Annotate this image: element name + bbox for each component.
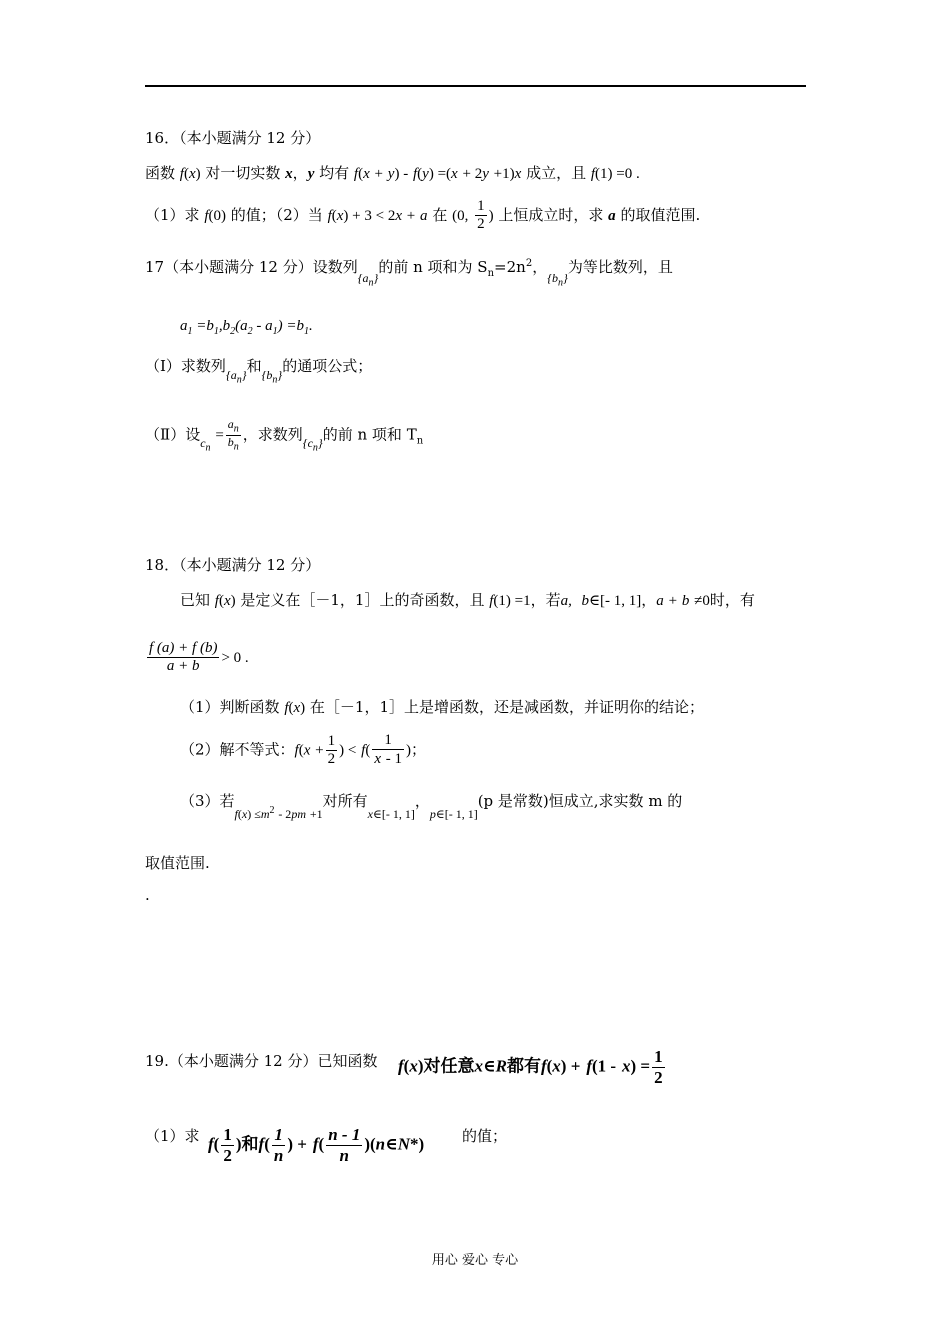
q17-title: 17（本小题满分 12 分）设数列$_{\{a_n\}}$的前 n 项和为 $S_n=2n^2$，$_{\{b_n\}}$为等比数列，且 <box>145 258 673 289</box>
page-footer: 用心 爱心 专心 <box>431 1253 519 1268</box>
q19-half-fraction: $\frac{1}{2}$ <box>654 1047 663 1087</box>
q19-condition: f(x)对任意x∈R都有f(x) + f(1 - x) = $\frac{1}{2}$ <box>398 1047 663 1087</box>
q17-condition: $a_1 =b_1,b_2(a_2 - a_1) =b_1$. <box>180 318 313 337</box>
q17-cn-fraction: $\frac{a_n}{b_n}$ <box>227 417 239 453</box>
q18-part2: （2）解不等式：f(x + $\frac{1}{2}$ ) < f( $\frac{1}{x - 1}$ )； <box>180 732 427 768</box>
q18-part3: （3）若$_{f(x) \le m^2 - 2pm +1}$对所有$_{x\in[- 1, 1]}$，$_{p\in[- 1, 1]}$(p 是常数)恒成立,求实数 m 的 <box>180 792 683 821</box>
q16-half-fraction: $\frac{1}{2}$ <box>477 198 485 233</box>
q19-part1-expression: f( $\frac{1}{2}$ )和f( $\frac{1}{n}$ ) + f( $\frac{n - 1}{n}$ )(n∈N*) <box>208 1125 425 1165</box>
q19-part1-tail: 的值； <box>462 1127 508 1145</box>
q19-title: 19.（本小题满分 12 分）已知函数 <box>145 1052 378 1070</box>
q17-part1: （Ⅰ）求数列$_{\{a_n\}}$和$_{\{b_n\}}$的通项公式； <box>145 357 373 386</box>
q18-condition-fraction: $\frac{f (a) + f (b)}{a + b}$ <box>149 640 218 675</box>
q18-trailing-dot: . <box>145 886 150 904</box>
q16-part1: （1）求 f(0) 的值；（2）当 f(x) + 3 < 2x + a 在 (0, $\frac{1}{2}$ ) 上恒成立时，求 a 的取值范围. <box>145 198 701 233</box>
q19-half-arg: $\frac{1}{2}$ <box>223 1125 232 1165</box>
q17-part2: （Ⅱ）设$_{c_n}$ = $\frac{a_n}{b_n}$ ，求数列$_{\{c_n\}}$的前 n 项和 $T_n$ <box>145 417 424 454</box>
q18-condition: $\frac{f (a) + f (b)}{a + b}$ > 0 . <box>149 640 249 675</box>
q18-part3-continued: 取值范围. <box>145 854 210 872</box>
q16-title: 16．（本小题满分 12 分） <box>145 129 321 147</box>
q18-half-fraction: $\frac{1}{2}$ <box>327 732 336 767</box>
header-rule <box>145 85 806 87</box>
q16-statement: 函数 f(x) 对一切实数 x，y 均有 f(x + y) - f(y) =(x + 2y +1)x 成立，且 f(1) =0 . <box>145 164 640 182</box>
q18-part1: （1）判断函数 f(x) 在［－1，1］上是增函数，还是减函数，并证明你的结论； <box>180 698 705 716</box>
q18-title: 18．（本小题满分 12 分） <box>145 556 321 574</box>
q18-reciprocal-fraction: $\frac{1}{x - 1}$ <box>374 732 403 768</box>
q18-statement: 已知 f(x) 是定义在［－1，1］上的奇函数，且 f(1) =1，若a, b∈[- 1, 1]，a + b ≠0时，有 <box>180 591 755 609</box>
q19-one-over-n: $\frac{1}{n}$ <box>273 1125 284 1165</box>
q19-part1-label: （1）求 <box>145 1127 200 1145</box>
q19-n-minus-one-over-n: $\frac{n - 1}{n}$ <box>328 1125 361 1165</box>
